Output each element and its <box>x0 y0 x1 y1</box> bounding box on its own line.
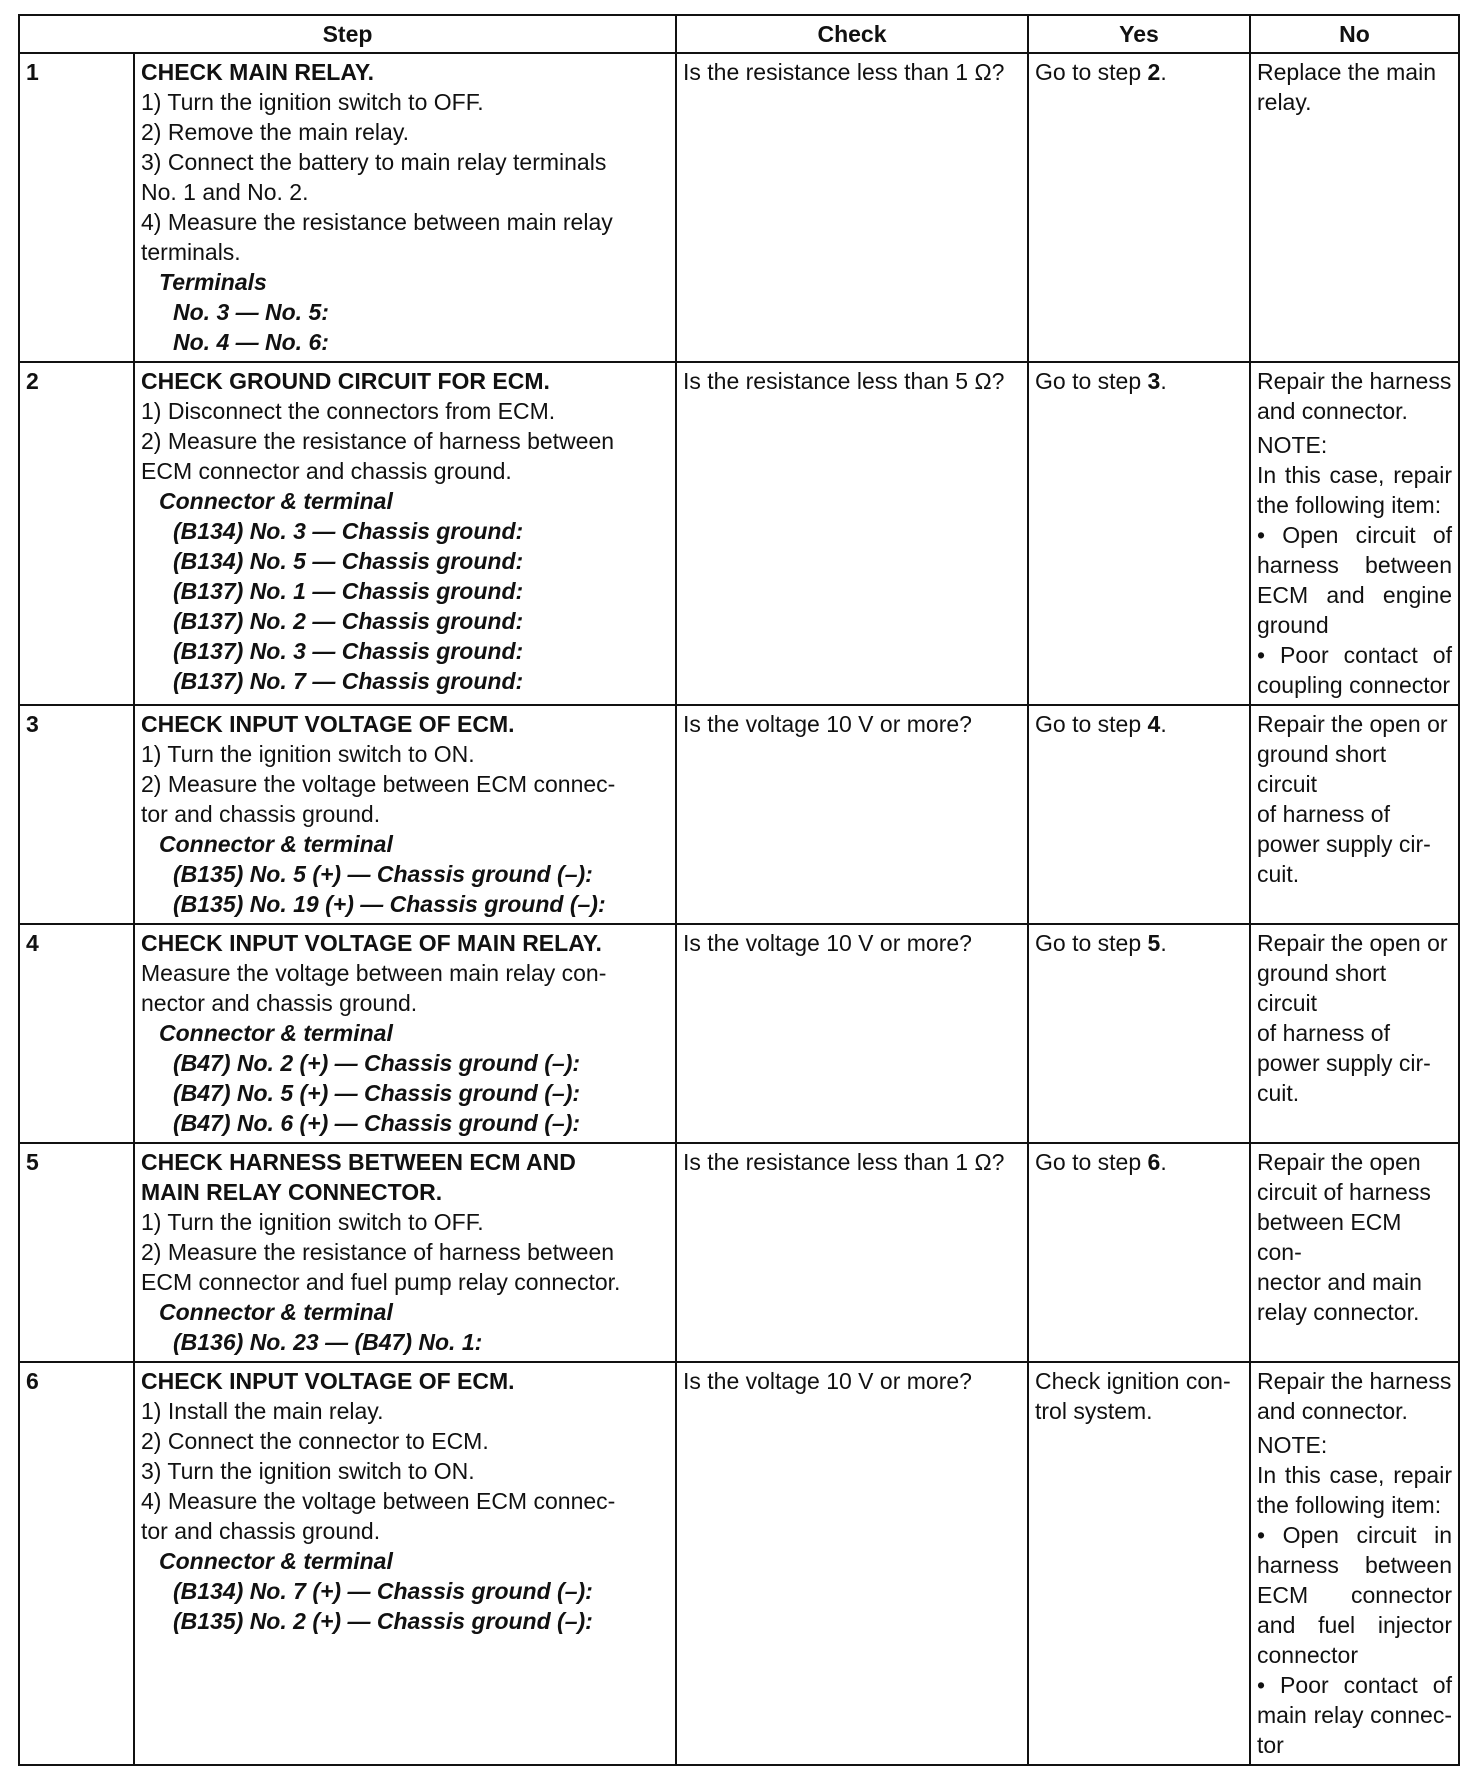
table-row <box>19 1362 1459 1765</box>
note-text: the following item: <box>1257 492 1442 518</box>
no-cell <box>1250 1143 1459 1362</box>
yes-action: Go to step 2. <box>1035 59 1167 85</box>
header-no: No <box>1250 15 1459 53</box>
header-step: Step <box>19 15 676 53</box>
note-text: • Open circuit of <box>1257 522 1452 548</box>
note-text: harness between <box>1257 552 1452 578</box>
step-reference: 6 <box>1147 1149 1161 1175</box>
step-number: 6 <box>19 1362 134 1765</box>
step-instruction: 1) Install the main relay. <box>141 1398 384 1424</box>
check-question: Is the voltage 10 V or more? <box>683 930 972 956</box>
diagnostic-table <box>18 14 1460 1766</box>
table-row <box>19 1143 1459 1362</box>
step-instruction: ECM connector and fuel pump relay connector. <box>141 1269 621 1295</box>
note-text: • Poor contact of <box>1257 1672 1452 1698</box>
table-header-row <box>19 15 1459 53</box>
terminal-label: Connector & terminal <box>159 1548 393 1574</box>
no-cell <box>1250 924 1459 1143</box>
no-action: of harness of <box>1257 1020 1390 1046</box>
no-cell <box>1250 53 1459 362</box>
note-text: coupling connector <box>1257 672 1451 698</box>
check-question: Is the voltage 10 V or more? <box>683 1368 972 1394</box>
yes-cell <box>1028 924 1250 1143</box>
terminal-spec: (B47) No. 6 (+) — Chassis ground (–): <box>173 1110 581 1136</box>
terminal-spec: (B137) No. 7 — Chassis ground: <box>173 668 524 694</box>
no-action: nector and main <box>1257 1269 1422 1295</box>
step-title: CHECK INPUT VOLTAGE OF ECM. <box>141 1368 515 1394</box>
step-number: 2 <box>19 362 134 705</box>
step-instruction: tor and chassis ground. <box>141 801 381 827</box>
terminal-spec: No. 3 — No. 5: <box>173 299 329 325</box>
check-cell <box>676 1143 1028 1362</box>
yes-cell <box>1028 705 1250 924</box>
terminal-spec: (B137) No. 3 — Chassis ground: <box>173 638 524 664</box>
no-action: Repair the harness <box>1257 368 1452 394</box>
note-text: harness between <box>1257 1552 1452 1578</box>
note-text: In this case, repair <box>1257 462 1452 488</box>
check-question: Is the voltage 10 V or more? <box>683 711 972 737</box>
step-instruction: terminals. <box>141 239 241 265</box>
step-cell <box>134 924 676 1143</box>
no-action: Repair the open or <box>1257 930 1448 956</box>
step-instruction: No. 1 and No. 2. <box>141 179 309 205</box>
yes-cell <box>1028 1362 1250 1765</box>
note-text: ECM connector <box>1257 1582 1452 1608</box>
step-number: 3 <box>19 705 134 924</box>
step-number: 5 <box>19 1143 134 1362</box>
no-action: Repair the open <box>1257 1149 1421 1175</box>
no-action: power supply cir- <box>1257 831 1431 857</box>
step-reference: 4 <box>1147 711 1161 737</box>
step-instruction: 4) Measure the resistance between main relay <box>141 209 613 235</box>
no-cell <box>1250 1362 1459 1765</box>
note-text: tor <box>1257 1732 1284 1758</box>
table-body <box>19 53 1459 1765</box>
no-action: cuit. <box>1257 1080 1300 1106</box>
terminal-spec: No. 4 — No. 6: <box>173 329 329 355</box>
no-cell <box>1250 705 1459 924</box>
header-yes: Yes <box>1028 15 1250 53</box>
note-text: ground <box>1257 612 1329 638</box>
step-title: CHECK INPUT VOLTAGE OF MAIN RELAY. <box>141 930 602 956</box>
note-text: ECM and engine <box>1257 582 1452 608</box>
no-action: ground short circuit <box>1257 960 1387 1016</box>
yes-action: Go to step 3. <box>1035 368 1167 394</box>
terminal-spec: (B135) No. 5 (+) — Chassis ground (–): <box>173 861 593 887</box>
step-instruction: 1) Turn the ignition switch to ON. <box>141 741 475 767</box>
step-number: 4 <box>19 924 134 1143</box>
terminal-spec: (B134) No. 7 (+) — Chassis ground (–): <box>173 1578 593 1604</box>
check-question: Is the resistance less than 1 Ω? <box>683 59 1005 85</box>
terminal-spec: (B134) No. 3 — Chassis ground: <box>173 518 524 544</box>
note-text: In this case, repair <box>1257 1462 1452 1488</box>
yes-action: Go to step 5. <box>1035 930 1167 956</box>
terminal-spec: (B137) No. 1 — Chassis ground: <box>173 578 524 604</box>
terminal-spec: (B137) No. 2 — Chassis ground: <box>173 608 524 634</box>
no-action: Replace the main <box>1257 59 1436 85</box>
terminal-spec: (B136) No. 23 — (B47) No. 1: <box>173 1329 483 1355</box>
no-action: Repair the open or <box>1257 711 1448 737</box>
step-reference: 5 <box>1147 930 1161 956</box>
diagnostic-page <box>18 14 1458 1766</box>
step-cell <box>134 362 676 705</box>
yes-action: trol system. <box>1035 1398 1153 1424</box>
no-action: power supply cir- <box>1257 1050 1431 1076</box>
header-check: Check <box>676 15 1028 53</box>
table-row <box>19 53 1459 362</box>
step-instruction: Measure the voltage between main relay con- <box>141 960 607 986</box>
note-label: NOTE: <box>1257 432 1328 458</box>
check-question: Is the resistance less than 1 Ω? <box>683 1149 1005 1175</box>
check-cell <box>676 1362 1028 1765</box>
step-instruction: ECM connector and chassis ground. <box>141 458 512 484</box>
step-cell <box>134 1362 676 1765</box>
no-action: and connector. <box>1257 398 1408 424</box>
no-action: relay. <box>1257 89 1312 115</box>
step-cell <box>134 1143 676 1362</box>
terminal-spec: (B135) No. 2 (+) — Chassis ground (–): <box>173 1608 593 1634</box>
step-instruction: 2) Connect the connector to ECM. <box>141 1428 489 1454</box>
step-title: MAIN RELAY CONNECTOR. <box>141 1179 443 1205</box>
note-text: and fuel injector <box>1257 1612 1452 1638</box>
no-action: of harness of <box>1257 801 1390 827</box>
step-title: CHECK MAIN RELAY. <box>141 59 375 85</box>
note-text: • Poor contact of <box>1257 642 1452 668</box>
check-cell <box>676 924 1028 1143</box>
note-text: connector <box>1257 1642 1359 1668</box>
no-action: between ECM con- <box>1257 1209 1402 1265</box>
step-reference: 2 <box>1147 59 1161 85</box>
step-title: CHECK GROUND CIRCUIT FOR ECM. <box>141 368 550 394</box>
step-instruction: 1) Turn the ignition switch to OFF. <box>141 89 484 115</box>
note-text: the following item: <box>1257 1492 1442 1518</box>
step-instruction: 3) Turn the ignition switch to ON. <box>141 1458 475 1484</box>
no-action: and connector. <box>1257 1398 1408 1424</box>
table-row <box>19 924 1459 1143</box>
no-action: relay connector. <box>1257 1299 1420 1325</box>
no-action: Repair the harness <box>1257 1368 1452 1394</box>
step-instruction: 2) Remove the main relay. <box>141 119 410 145</box>
check-cell <box>676 705 1028 924</box>
step-instruction: tor and chassis ground. <box>141 1518 381 1544</box>
yes-action: Go to step 6. <box>1035 1149 1167 1175</box>
terminal-label: Connector & terminal <box>159 1299 393 1325</box>
check-cell <box>676 362 1028 705</box>
step-cell <box>134 53 676 362</box>
step-instruction: 2) Measure the resistance of harness between <box>141 1239 615 1265</box>
table-row <box>19 362 1459 705</box>
step-instruction: 1) Disconnect the connectors from ECM. <box>141 398 556 424</box>
no-action: circuit of harness <box>1257 1179 1431 1205</box>
yes-action: Check ignition con- <box>1035 1368 1231 1394</box>
note-text: main relay connec- <box>1257 1702 1452 1728</box>
terminal-label: Connector & terminal <box>159 1020 393 1046</box>
table-row <box>19 705 1459 924</box>
check-cell <box>676 53 1028 362</box>
yes-action: Go to step 4. <box>1035 711 1167 737</box>
check-question: Is the resistance less than 5 Ω? <box>683 368 1005 394</box>
step-title: CHECK HARNESS BETWEEN ECM AND <box>141 1149 576 1175</box>
note-text: • Open circuit in <box>1257 1522 1452 1548</box>
terminal-label: Connector & terminal <box>159 831 393 857</box>
terminal-spec: (B135) No. 19 (+) — Chassis ground (–): <box>173 891 606 917</box>
step-instruction: 2) Measure the voltage between ECM connec- <box>141 771 616 797</box>
terminal-spec: (B47) No. 2 (+) — Chassis ground (–): <box>173 1050 581 1076</box>
step-reference: 3 <box>1147 368 1161 394</box>
step-number: 1 <box>19 53 134 362</box>
step-instruction: 3) Connect the battery to main relay terminals <box>141 149 607 175</box>
step-title: CHECK INPUT VOLTAGE OF ECM. <box>141 711 515 737</box>
step-instruction: nector and chassis ground. <box>141 990 418 1016</box>
terminal-spec: (B134) No. 5 — Chassis ground: <box>173 548 524 574</box>
step-instruction: 4) Measure the voltage between ECM connec- <box>141 1488 616 1514</box>
terminal-label: Connector & terminal <box>159 488 393 514</box>
step-instruction: 2) Measure the resistance of harness between <box>141 428 615 454</box>
terminal-label: Terminals <box>159 269 267 295</box>
terminal-spec: (B47) No. 5 (+) — Chassis ground (–): <box>173 1080 581 1106</box>
no-action: cuit. <box>1257 861 1300 887</box>
no-action: ground short circuit <box>1257 741 1387 797</box>
yes-cell <box>1028 362 1250 705</box>
no-cell <box>1250 362 1459 705</box>
step-cell <box>134 705 676 924</box>
yes-cell <box>1028 53 1250 362</box>
step-instruction: 1) Turn the ignition switch to OFF. <box>141 1209 484 1235</box>
note-label: NOTE: <box>1257 1432 1328 1458</box>
yes-cell <box>1028 1143 1250 1362</box>
